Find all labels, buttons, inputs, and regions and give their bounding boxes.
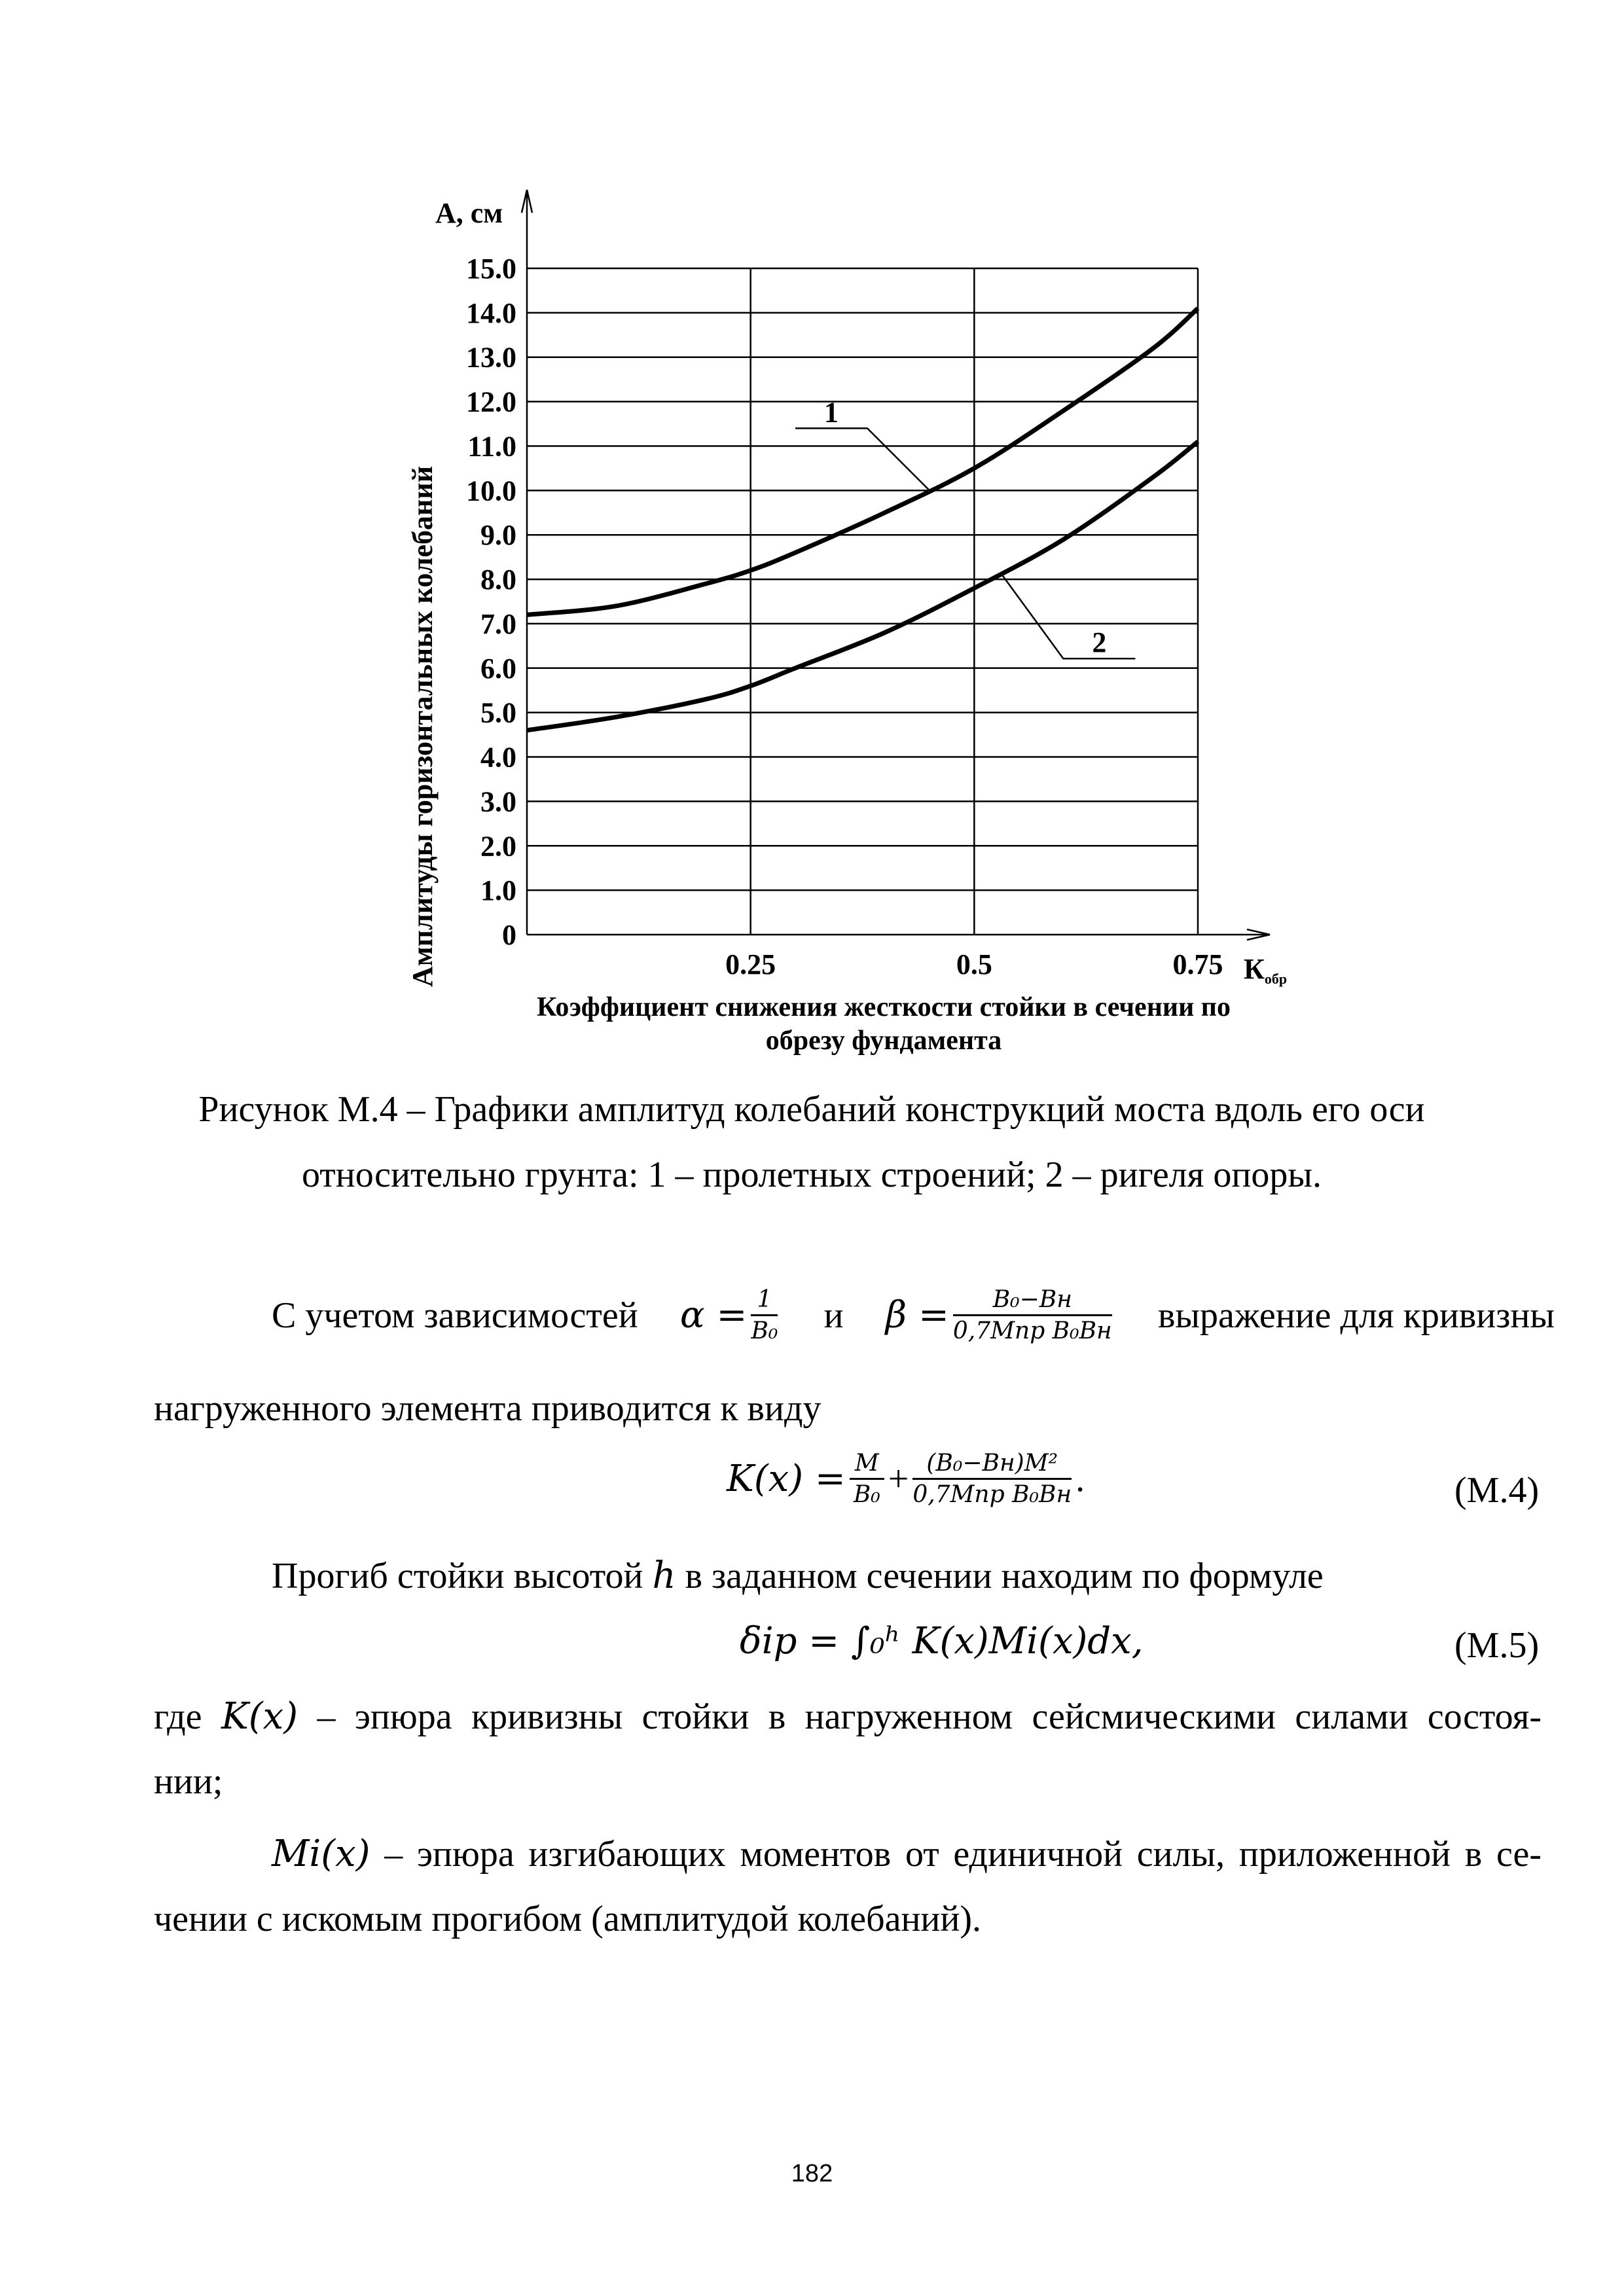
where-kx-line2: нии; xyxy=(154,1761,223,1802)
y-tick-label: 6.0 xyxy=(480,652,516,685)
eq4-dot: . xyxy=(1075,1458,1085,1499)
y-tick-label: 3.0 xyxy=(480,785,516,818)
para1-before: С учетом зависимостей xyxy=(272,1295,638,1336)
y-tick-label: 0 xyxy=(502,919,516,951)
y-tick-label: 9.0 xyxy=(480,519,516,552)
para1-after: выражение для кривизны xyxy=(1157,1295,1555,1336)
where-mi-line1: Mi(x) – эпюра изгибающих моментов от единичной силы, приложенной в се- xyxy=(272,1833,1542,1875)
annotation-label-2: 2 xyxy=(1092,626,1107,659)
eq4-plus: + xyxy=(888,1458,909,1499)
paragraph-1-line2: нагруженного элемента приводится к виду xyxy=(154,1388,821,1429)
para1-conj: и xyxy=(823,1295,844,1336)
chart-axes xyxy=(522,190,1270,940)
eq4-fraction2: $\frac{\text{(B₀−Bн)M²}}{\text{0,7Mпр B₀Bн}}$ xyxy=(912,1450,1072,1508)
annotation-label-1: 1 xyxy=(824,396,839,429)
eq4-lhs: K(x) = xyxy=(727,1458,846,1500)
para2-h: h xyxy=(652,1554,676,1597)
paragraph-2: Прогиб стойки высотой h в заданном сечении находим по формуле xyxy=(272,1554,1324,1597)
y-tick-label: 12.0 xyxy=(466,386,516,418)
alpha-lhs: α = xyxy=(679,1294,748,1336)
y-tick-labels xyxy=(466,253,516,951)
equation-m4 xyxy=(727,1450,1085,1508)
x-tick-label: 0.5 xyxy=(956,948,992,980)
y-axis-label: А, см xyxy=(435,197,503,229)
amplitude-chart xyxy=(367,164,1322,1080)
annotation-leader-2 xyxy=(1001,573,1135,658)
equation-m4-number: (М.4) xyxy=(1454,1470,1540,1511)
beta-fraction: $\frac{\text{B₀−Bн}}{\text{0,7Mпр B₀Bн}}$ xyxy=(952,1286,1112,1344)
equation-m5: δip = ∫₀ʰ K(x)Mi(x)dx, xyxy=(740,1620,1144,1662)
annotation-leader-1 xyxy=(795,428,929,490)
series-2-curve xyxy=(527,442,1198,730)
y-tick-label: 14.0 xyxy=(466,296,516,329)
chart-series xyxy=(527,308,1198,730)
y-tick-label: 13.0 xyxy=(466,341,516,374)
y-tick-label: 1.0 xyxy=(480,874,516,907)
alpha-formula xyxy=(680,1286,782,1344)
x-axis-title-line1: Коэффициент снижения жесткости стойки в сечении по xyxy=(537,992,1231,1022)
eq4-fraction1: $\frac{M}{\text{B₀}}$ xyxy=(850,1450,884,1508)
where-mi-line2: чении с искомым прогибом (амплитудой колебаний). xyxy=(154,1899,981,1939)
figure-caption-line1: Рисунок М.4 – Графики амплитуд колебаний конструкций моста вдоль его оси xyxy=(198,1089,1425,1130)
y-tick-label: 11.0 xyxy=(467,430,516,463)
y-tick-label: 5.0 xyxy=(480,696,516,729)
y-axis-title: Амплитуды горизонтальных колебаний xyxy=(406,465,439,988)
beta-formula xyxy=(886,1286,1116,1344)
paragraph-1-line1 xyxy=(272,1286,1555,1344)
figure-caption-line2: относительно грунта: 1 – пролетных строений; 2 – ригеля опоры. xyxy=(302,1155,1322,1195)
beta-lhs: β = xyxy=(885,1294,949,1336)
series-1-curve xyxy=(527,308,1198,615)
y-tick-label: 8.0 xyxy=(480,564,516,596)
y-tick-label: 10.0 xyxy=(466,475,516,507)
y-tick-label: 15.0 xyxy=(466,253,516,285)
y-tick-label: 2.0 xyxy=(480,830,516,863)
alpha-fraction: $\frac{1}{\text{B₀}}$ xyxy=(751,1286,778,1344)
x-tick-label: 0.75 xyxy=(1172,948,1223,980)
page-number: 182 xyxy=(791,2160,833,2187)
y-tick-label: 7.0 xyxy=(480,607,516,640)
x-axis-title-line2: обрезу фундамента xyxy=(765,1026,1002,1056)
x-tick-label: 0.25 xyxy=(725,948,776,980)
where-kx-line1: где K(x) – эпюра кривизны стойки в нагруженном сейсмическими силами состоя- xyxy=(154,1695,1542,1738)
x-axis-symbol: Кобр xyxy=(1244,953,1288,987)
equation-m5-number: (М.5) xyxy=(1454,1625,1540,1666)
x-tick-labels xyxy=(725,948,1223,980)
y-tick-label: 4.0 xyxy=(480,741,516,774)
